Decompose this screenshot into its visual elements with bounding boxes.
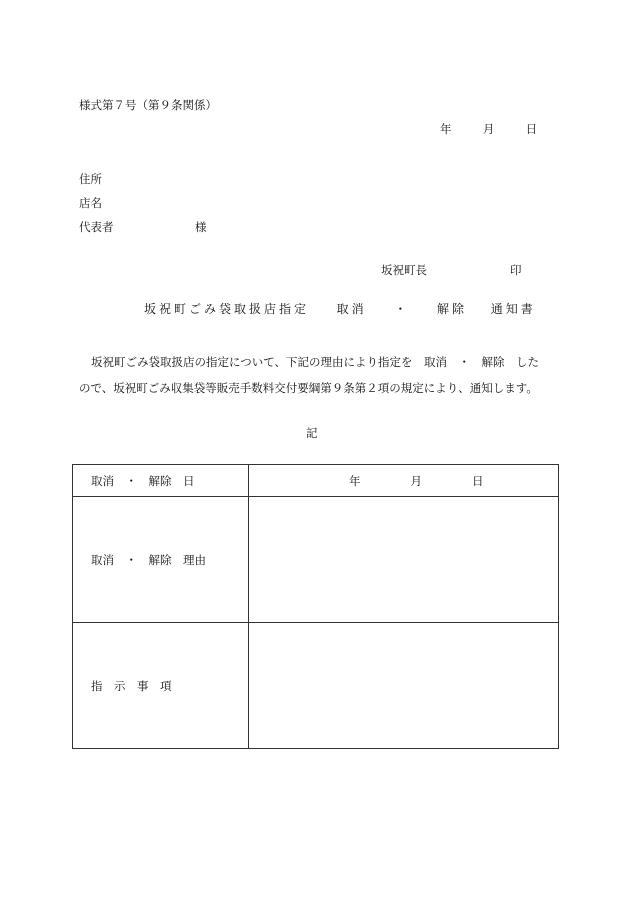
- reason-row-value[interactable]: [249, 497, 559, 623]
- details-table: [72, 464, 559, 749]
- body-paragraph: [79, 349, 549, 401]
- table-row: [73, 497, 559, 623]
- table-month-label: 月: [410, 473, 422, 488]
- honorific: 様: [195, 220, 207, 234]
- table-year-label: 年: [349, 473, 361, 488]
- representative-label: 代表者: [79, 220, 114, 234]
- table-row: [73, 465, 559, 497]
- title-main: 坂祝町ごみ袋取扱店指定: [144, 302, 310, 316]
- issuer-title: 坂祝町長: [381, 263, 427, 277]
- document-title: [144, 300, 536, 317]
- title-separator: ・: [394, 302, 410, 316]
- table-day-label: 日: [472, 473, 484, 488]
- instructions-row-label: 指 示 事 項: [73, 623, 249, 749]
- issue-date: [440, 121, 537, 137]
- reason-row-label: 取消 ・ 解除 理由: [73, 497, 249, 623]
- store-name-label: 店名: [79, 196, 102, 210]
- date-month-label: 月: [482, 122, 495, 136]
- title-option-cancel: 取消: [336, 302, 367, 316]
- seal-mark: 印: [510, 263, 522, 277]
- representative-line: [79, 219, 207, 235]
- date-day-label: 日: [525, 122, 538, 136]
- instructions-row-value[interactable]: [249, 623, 559, 749]
- date-year-label: 年: [440, 122, 452, 136]
- form-number: 様式第７号（第９条関係）: [79, 98, 217, 112]
- date-row-value[interactable]: [249, 465, 559, 497]
- address-label: 住所: [79, 172, 102, 186]
- title-option-release: 解除: [437, 302, 468, 316]
- title-suffix: 通知書: [490, 302, 536, 316]
- body-text: 坂祝町ごみ袋取扱店の指定について、下記の理由により指定を 取消 ・ 解除 したので、坂祝町ごみ収集袋等販売手数料交付要綱第９条第２項の規定により、通知します。: [79, 355, 540, 395]
- date-row-label: 取消 ・ 解除 日: [73, 465, 249, 497]
- table-row: [73, 623, 559, 749]
- note-heading: 記: [306, 426, 318, 440]
